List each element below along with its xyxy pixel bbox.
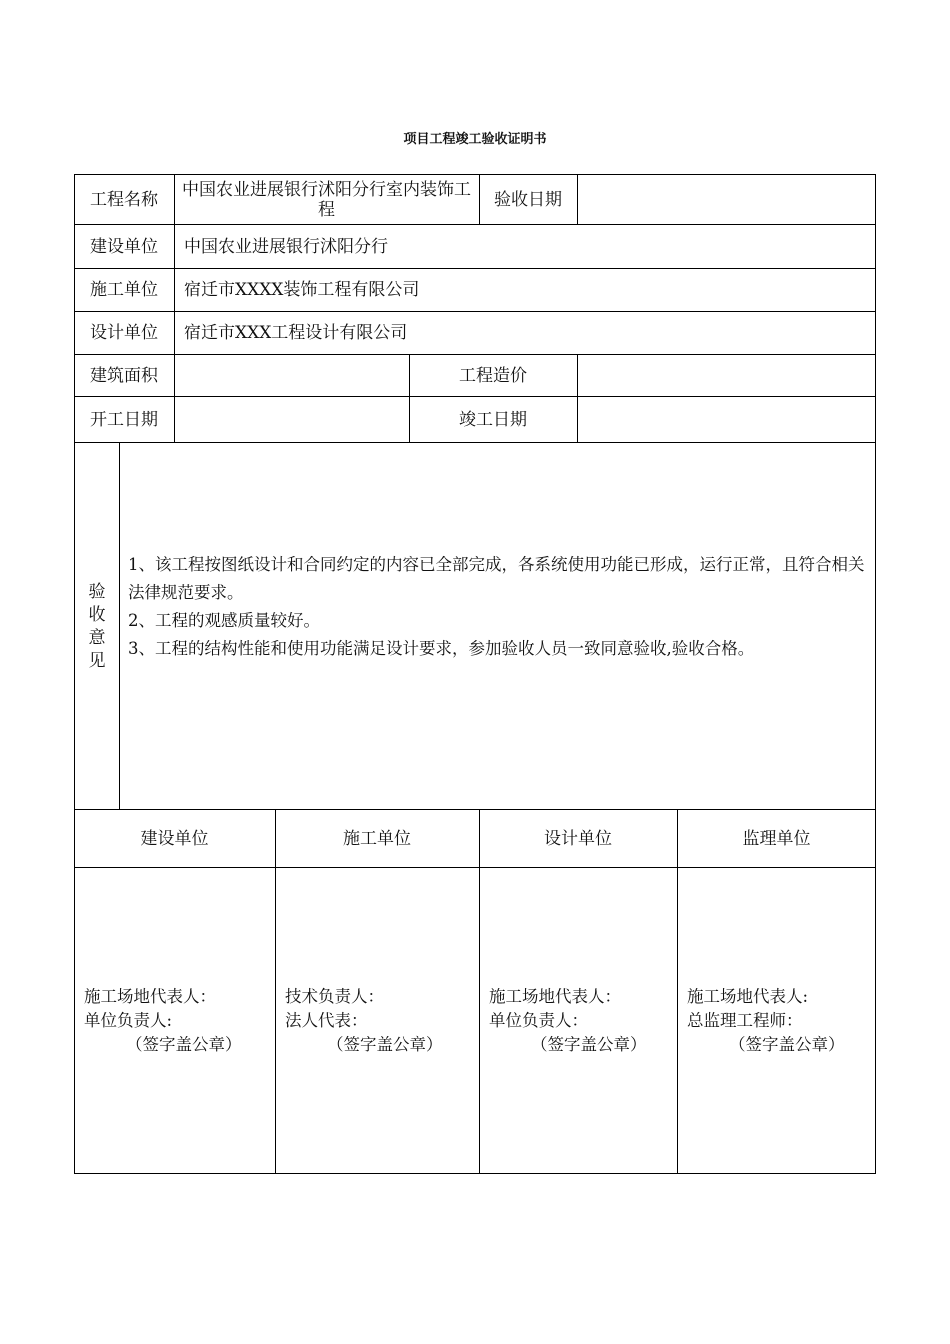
seal-note: （签字盖公章） bbox=[327, 1035, 443, 1054]
signature-line: 单位负责人： bbox=[489, 1011, 588, 1030]
project-name-value: 中国农业进展银行沭阳分行室内装饰工程 bbox=[182, 179, 471, 220]
party-header-supervisor: 监理单位 bbox=[742, 828, 811, 849]
acceptance-opinion-label bbox=[74, 443, 120, 810]
start-date-label: 开工日期 bbox=[90, 409, 158, 430]
opinion-item: 3、工程的结构性能和使用功能满足设计要求，参加验收人员一致同意验收,验收合格。 bbox=[128, 639, 755, 658]
document-title: 项目工程竣工验收证明书 bbox=[403, 132, 547, 147]
end-date-label: 竣工日期 bbox=[459, 409, 527, 430]
signature-block-supervisor bbox=[687, 985, 845, 1057]
signature-block-contractor bbox=[285, 985, 443, 1057]
opinion-item: 1、该工程按图纸设计和合同约定的内容已全部完成，各系统使用功能已形成，运行正常，且符合相关法律规范要求。 bbox=[128, 555, 865, 602]
builder-label: 建设单位 bbox=[90, 236, 158, 257]
party-header-designer: 设计单位 bbox=[544, 828, 612, 849]
seal-note: （签字盖公章） bbox=[126, 1035, 242, 1054]
designer-label: 设计单位 bbox=[90, 323, 158, 343]
signature-line: 总监理工程师： bbox=[687, 1011, 803, 1030]
area-value bbox=[174, 355, 409, 396]
builder-value: 中国农业进展银行沭阳分行 bbox=[184, 236, 388, 257]
signature-line: 技术负责人： bbox=[285, 987, 384, 1006]
start-date-value bbox=[174, 397, 409, 442]
acceptance-date-value bbox=[577, 175, 876, 224]
signature-block-designer bbox=[489, 985, 647, 1057]
contractor-value: 宿迁市XXXX装饰工程有限公司 bbox=[184, 280, 420, 300]
contractor-label: 施工单位 bbox=[90, 280, 158, 300]
acceptance-opinion-text bbox=[128, 551, 873, 663]
opinion-item: 2、工程的观感质量较好。 bbox=[128, 611, 320, 630]
project-name-label: 工程名称 bbox=[90, 189, 158, 210]
signature-line: 施工场地代表人： bbox=[84, 987, 216, 1006]
row-divider bbox=[74, 867, 876, 868]
cost-value bbox=[577, 355, 876, 396]
signature-line: 单位负责人: bbox=[84, 1011, 173, 1030]
row-divider bbox=[74, 442, 876, 443]
acceptance-date-label: 验收日期 bbox=[494, 189, 562, 210]
designer-value: 宿迁市XXX工程设计有限公司 bbox=[184, 323, 408, 343]
seal-note: （签字盖公章） bbox=[729, 1035, 845, 1054]
acceptance-opinion-label-text: 验收意见 bbox=[88, 581, 106, 671]
party-header-contractor: 施工单位 bbox=[343, 828, 411, 849]
seal-note: （签字盖公章） bbox=[531, 1035, 647, 1054]
area-label: 建筑面积 bbox=[90, 365, 158, 386]
signature-block-builder bbox=[84, 985, 242, 1057]
party-header-builder: 建设单位 bbox=[140, 828, 209, 849]
signature-line: 施工场地代表人: bbox=[687, 987, 809, 1006]
end-date-value bbox=[577, 397, 876, 442]
signature-line: 法人代表： bbox=[285, 1011, 368, 1030]
signature-line: 施工场地代表人： bbox=[489, 987, 621, 1006]
cost-label: 工程造价 bbox=[459, 365, 527, 386]
